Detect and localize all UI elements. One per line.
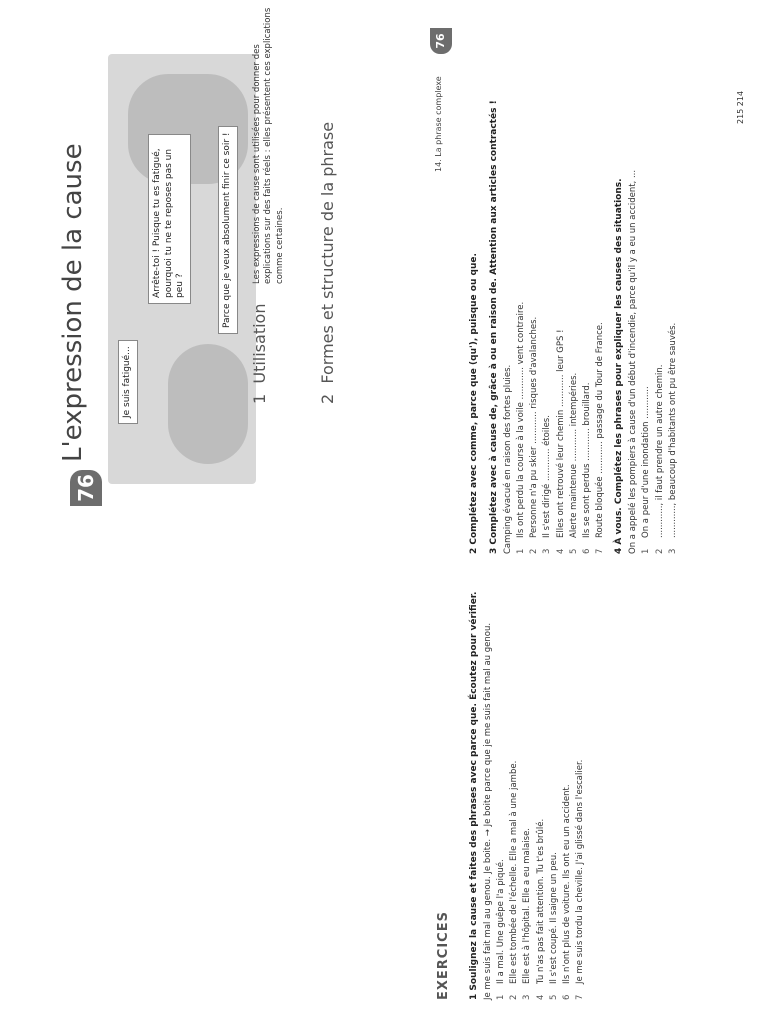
exercise-3-4: 2 Complétez avec comme, parce que (qu'), puisque ou que. 3 Complétez avec à cause de, grâce à ou en raison de. Attention aux articles contractés ! Camping évacué en raison des fortes pluies. 1 Ils ont perdu la course à la voile ............ vent contraire. 2 Personne n'a pu skier ............ risques d'avalanches. 3 Il s'est dirigé ............ étoiles. 4 Elles ont retrouvé leur chemin ............ leur GPS ! 5 Alerte maintenue ............ intempéries. 6 Ils se sont perdus ............ brouillard. 7 Route bloquée ............ passage du Tour de France. 4 À vous. Complétez les phrases pour expliquer les causes des situations. On a appelé les pompiers à cause d'un début d'incendie, parce qu'il y a eu un accident, ... 1 On a peur d'une inondation ............ 2 ............, il faut prendre un autre chemin. 3 ............, beaucoup d'habitants ont pu être sauvés. xyxy=(469,100,678,554)
man-figure xyxy=(168,344,248,464)
lesson-badge-small: 76 xyxy=(430,28,452,54)
speech-bubble-parce-que: Parce que je veux absolument finir ce soir ! xyxy=(218,126,238,334)
theory-page xyxy=(0,0,380,1024)
lesson-number-badge: 76 xyxy=(70,470,102,506)
exercise-1: 1 Soulignez la cause et faites des phrases avec parce que. Écoutez pour vérifier. Je me suis fait mal au genou. Je boite. → Je boite parce que je me suis fait mal au genou. 1 Il a mal. Une guêpe l'a piqué. 2 Elle est tombée de l'échelle. Elle a mal à une jambe. 3 Elle est à l'hôpital. Elle a eu malaise. 4 Tu n'as pas fait attention. Tu t'es brûlé. 5 Il s'est coupé. Il saigne un peu. 6 Ils n'ont plus de voiture. Ils ont eu un accident. 7 Je me suis tordu la cheville. J'ai glissé dans l'escalier. xyxy=(469,591,586,1000)
section-utilisation-title: 1 Utilisation xyxy=(250,303,269,404)
section-utilisation-text: Les expressions de cause sont utilisées pour donner des explications sur des faits réels : elles présentent ces explications comme certaines. xyxy=(252,7,285,284)
illustration xyxy=(108,54,256,484)
speech-bubble-stop: Arrête-toi ! Puisque tu es fatigué, pourquoi tu ne te reposes pas un peu ? xyxy=(148,134,191,304)
exercises-tab: EXERCICES xyxy=(436,911,451,1000)
exercise-page xyxy=(380,0,768,1024)
lesson-title: L'expression de la cause xyxy=(58,143,88,462)
section-formes-title: 2 Formes et structure de la phrase xyxy=(318,121,337,404)
speech-bubble-tired: Je suis fatigué... xyxy=(118,340,138,424)
page-footer-numbers: 215 214 xyxy=(736,90,745,124)
chapter-label: 14. La phrase complexe xyxy=(434,76,443,172)
